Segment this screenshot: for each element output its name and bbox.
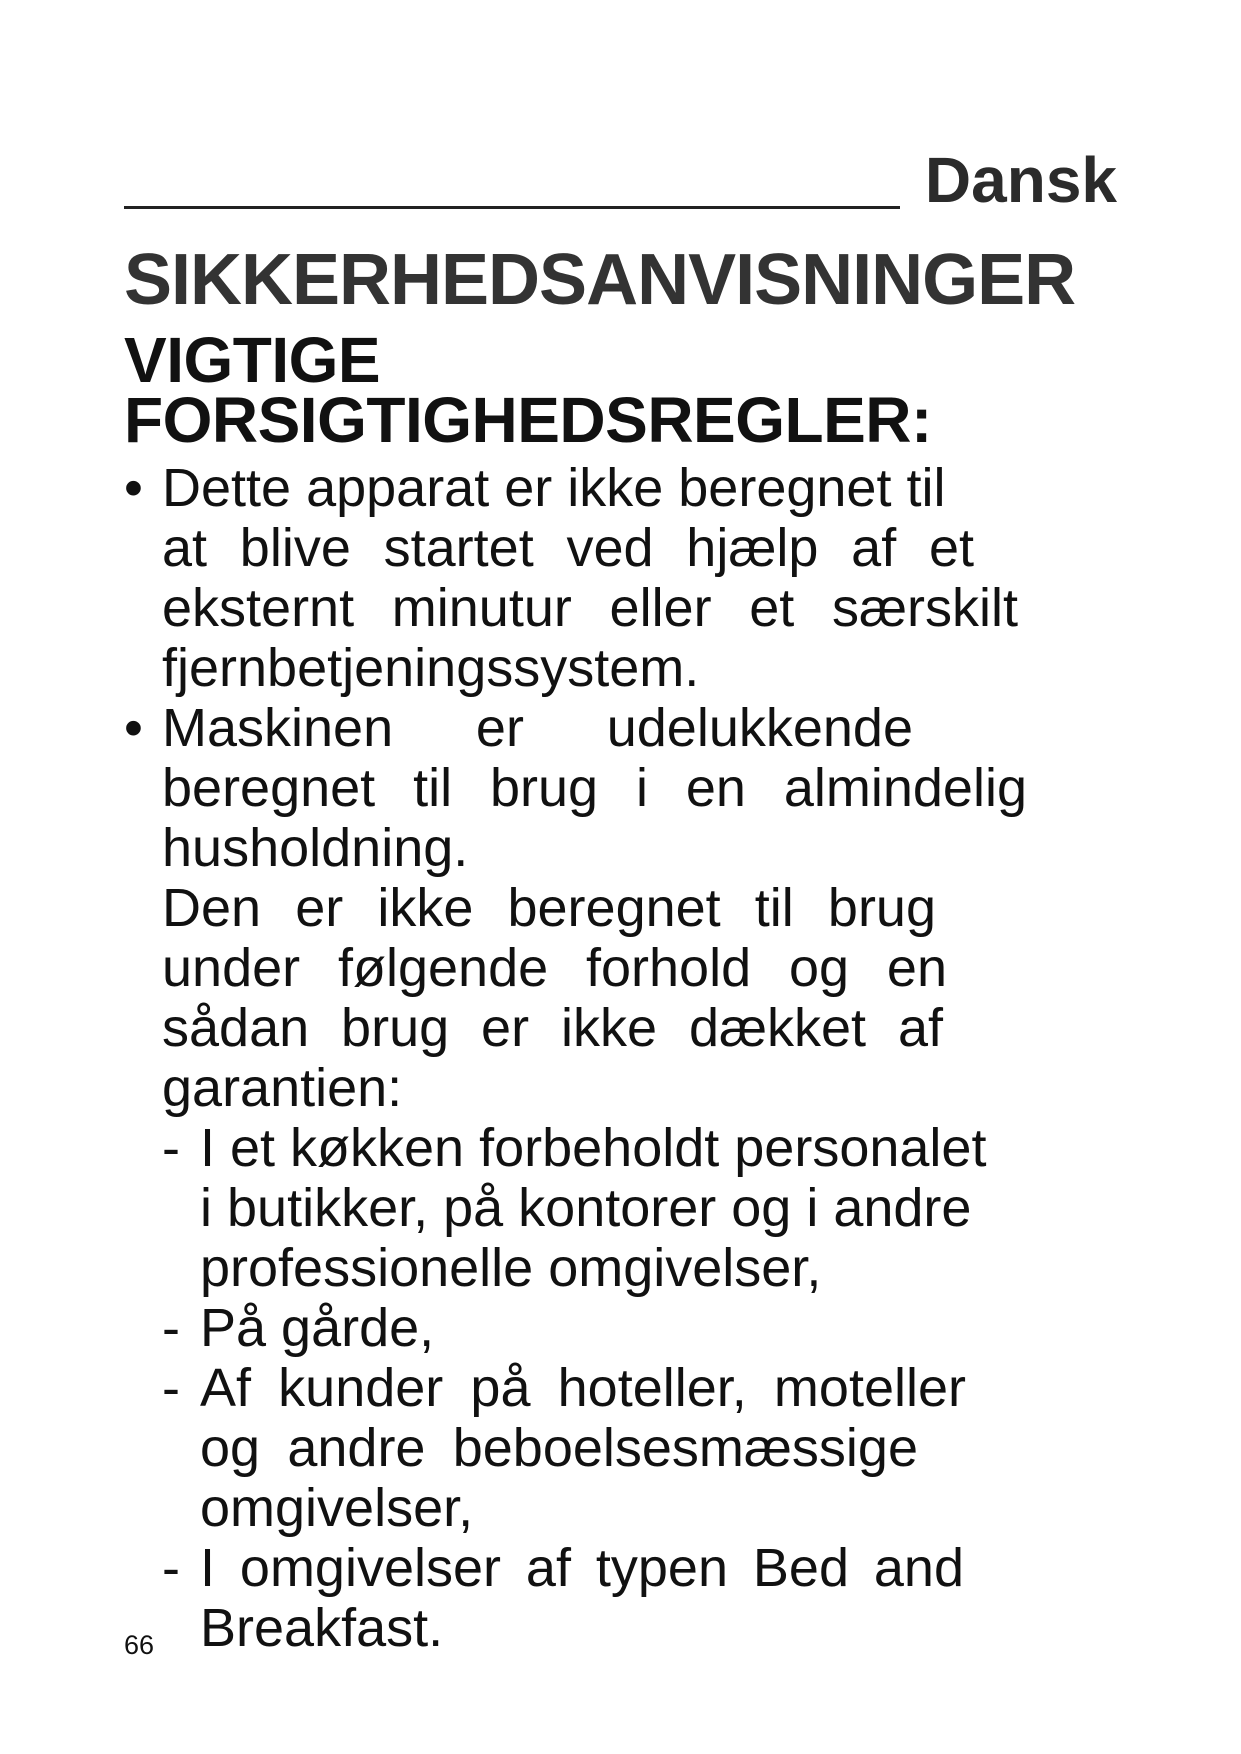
dash-item-1-line3: professionelle omgivelser, (200, 1238, 822, 1298)
bullet-mark: • (124, 458, 143, 518)
dash-item-4-line1: - I omgivelser af typen Bed and (162, 1538, 964, 1598)
language-label: Dansk (924, 144, 1117, 216)
dash-mark: - (162, 1358, 180, 1418)
bullet-item-2-line4: Den er ikke beregnet til brug (162, 878, 936, 938)
dash-mark: - (162, 1298, 180, 1358)
dash-mark: - (162, 1118, 180, 1178)
bullet-item-2-line6: sådan brug er ikke dækket af (162, 998, 943, 1058)
bullet-item-1-line2: at blive startet ved hjælp af et (162, 518, 974, 578)
dash-item-4-line2: Breakfast. (200, 1598, 444, 1658)
section-heading (124, 324, 932, 456)
dash-item-3-line1: - Af kunder på hoteller, moteller (162, 1358, 966, 1418)
bullet-item-2-line3: husholdning. (162, 818, 469, 878)
bullet-item-2-line2: beregnet til brug i en almindelig (162, 758, 1027, 818)
dash-item-3-line2: og andre beboelsesmæssige (200, 1418, 918, 1478)
dash-item-1-line2: i butikker, på kontorer og i andre (200, 1178, 972, 1238)
header-rule (124, 206, 900, 209)
section-heading-line1: VIGTIGE (124, 324, 381, 396)
bullet-item-2-line7: garantien: (162, 1058, 403, 1118)
page-number: 66 (124, 1630, 155, 1660)
bullet-item-1-line3: eksternt minutur eller et særskilt (162, 578, 1018, 638)
dash-mark: - (162, 1538, 180, 1598)
section-heading-line2: FORSIGTIGHEDSREGLER: (124, 384, 932, 456)
bullet-item-2-line5: under følgende forhold og en (162, 938, 947, 998)
bullet-mark: • (124, 698, 143, 758)
dash-item-3-line3: omgivelser, (200, 1478, 474, 1538)
bullet-item-1-line4: fjernbetjeningssystem. (162, 638, 700, 698)
safety-content (124, 458, 1154, 1658)
page-title: SIKKERHEDSANVISNINGER (124, 240, 1076, 320)
bullet-item-1-line1: • Dette apparat er ikke beregnet til (124, 458, 946, 518)
bullet-item-2-line1: • Maskinen er udelukkende (124, 698, 913, 758)
dash-item-1-line1: - I et køkken forbeholdt personalet (162, 1118, 987, 1178)
dash-item-2-line1: - På gårde, (162, 1298, 435, 1358)
